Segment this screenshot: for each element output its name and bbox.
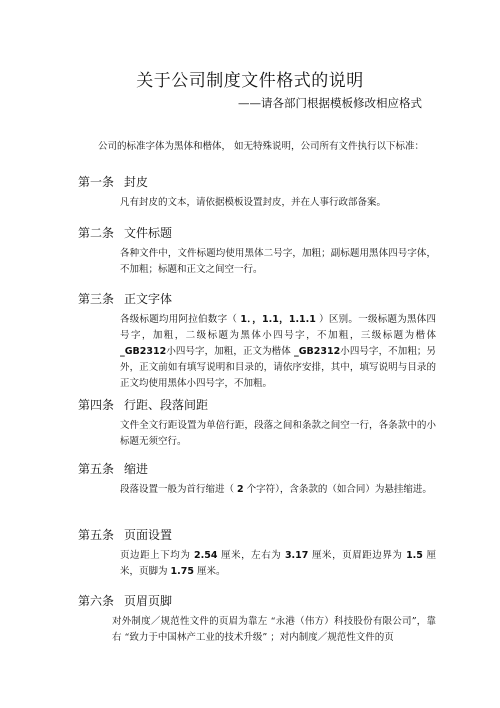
article-number: 第五条 — [78, 462, 115, 476]
article-title: 正文字体 — [124, 292, 173, 306]
article-number: 第二条 — [78, 226, 115, 240]
article-title: 页眉页脚 — [124, 594, 173, 608]
article-heading — [78, 396, 438, 414]
article-heading — [78, 460, 438, 478]
article-number: 第一条 — [78, 175, 115, 189]
article-number: 第三条 — [78, 292, 115, 306]
article-body: 各种文件中，文件标题均使用黑体二号字，加粗；副标题用黑体四号字体，不加粗；标题和正文之间空一行。 — [120, 248, 436, 275]
article-number: 第六条 — [78, 594, 115, 608]
article-body: 段落设置一般为首行缩进（ 2 个字符），含条款的（如合同）为悬挂缩进。 — [120, 484, 432, 495]
document-title: 关于公司制度文件格式的说明 — [136, 71, 364, 91]
article-heading — [78, 290, 438, 308]
article-title: 缩进 — [124, 462, 149, 476]
article-body: 凡有封皮的文本，请依据模板设置封皮，并在人事行政部备案。 — [120, 197, 387, 208]
article-number: 第四条 — [78, 398, 115, 412]
article-body: 文件全文行距设置为单倍行距，段落之间和条款之间空一行，各条款中的小标题无须空行。 — [120, 420, 436, 447]
article-4 — [78, 396, 438, 450]
article-2 — [78, 224, 438, 278]
article-title: 文件标题 — [124, 226, 173, 240]
article-5 — [78, 460, 438, 498]
article-title: 页面设置 — [124, 528, 173, 542]
article-1 — [78, 173, 438, 211]
intro-paragraph: 公司的标准字体为黑体和楷体， 如无特殊说明，公司所有文件执行以下标准： — [98, 141, 425, 152]
article-heading — [78, 526, 438, 544]
article-3 — [78, 290, 438, 392]
article-6 — [78, 526, 438, 580]
article-title: 封皮 — [124, 175, 149, 189]
article-body: 对外制度／规范性文件的页眉为靠左 “永港（伟方）科技股份有限公司”，靠右 “致力于中国林产工业的技术升级” ；对内制度／规范性文件的页 — [112, 616, 436, 643]
article-body: 各级标题均用阿拉伯数字（ 1．，1.1，1.1.1 ）区别。一级标题为黑体四号字，加粗，二级标题为黑体小四号字，不加粗，三级标题为楷体 _GB2312小四号字，加粗，正文为楷体 _GB2312小四号字，不加粗；另外，正文前如有填写说明和目录的，请依序安排，其中，填写说明与目录的正文均使用黑体小四号字，不加粗。 — [120, 314, 436, 389]
article-7 — [78, 592, 438, 646]
article-title: 行距、段落间距 — [124, 398, 209, 412]
article-heading — [78, 224, 438, 242]
article-heading — [78, 592, 438, 610]
document-subtitle: ——请各部门根据模板修改相应格式 — [238, 96, 422, 110]
article-body: 页边距上下均为 2.54 厘米，左右为 3.17 厘米，页眉距边界为 1.5 厘米，页脚为 1.75 厘米。 — [120, 550, 436, 577]
article-heading — [78, 173, 438, 191]
article-number: 第五条 — [78, 528, 115, 542]
